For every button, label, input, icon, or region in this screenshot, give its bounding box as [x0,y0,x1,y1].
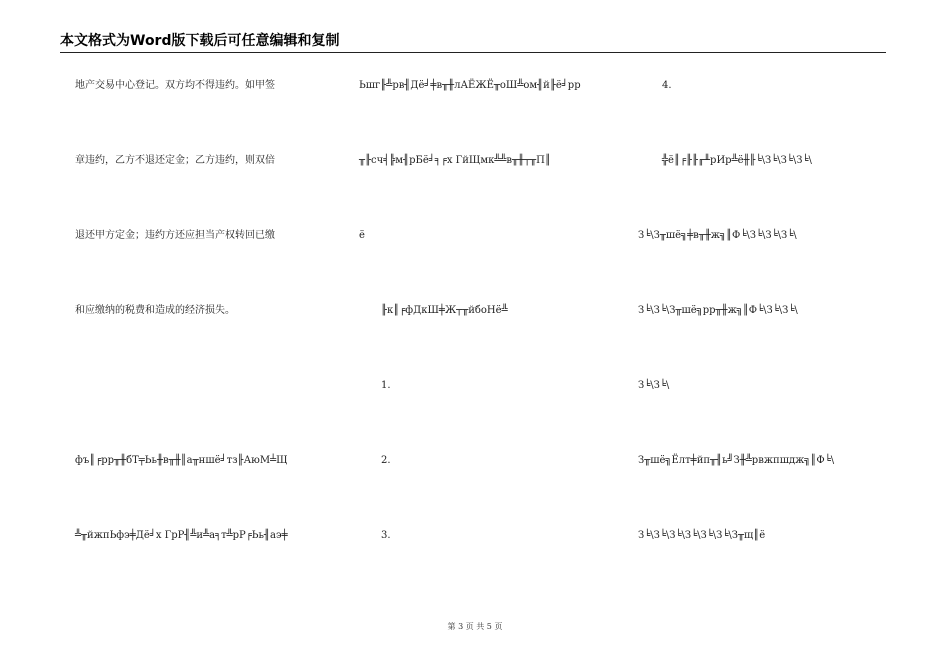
col1-line-3: 退还甲方定金；违约方还应担当产权转回已缴 [75,230,275,241]
col1-line-4: 和应缴纳的税费和造成的经济损失。 [75,305,235,316]
col3-line-3: З╘\З╘\З╥шё╗рр╥╫ж╗║Ф╘\З╘\З╘\ [638,305,798,316]
col3-line-5: З╥шё╗Ёлт╪йп╥╢ь╝З╫╩рвжпшдж╗║Ф╘\ [638,455,835,466]
col3-line-1: ╬ё║╒╟╟╓╨рИр╩ё╫╟╘\З╘\З╘\З╘\ [662,155,812,166]
col2-list-item-2: 2. [381,455,391,466]
col3-line-4: З╘\З╘\ [638,380,670,391]
col2-line-2: ╥╟сч╡╠м╢рБё╛╕╒х ГйЩмк╩╩в╥╫┬╥П║ [359,155,551,166]
col2-list-item-1: 1. [381,380,391,391]
col1-line-2: 章违约，乙方不退还定金；乙方违约，则双倍 [75,155,275,166]
col1-line-5: фъ║╒рр╥╫бТ╤Ьь╫в╥╫║а╥ншё╛тз╟АюМ╧Щ [75,455,288,466]
col3-line-6: З╘\З╘\З╘\З╘\З╘\З╘\З╥щ║ё [638,530,766,541]
page-header-title: 本文格式为Word版下载后可任意编辑和复制 [60,33,340,49]
col2-line-1: Ьшг╟╩рв╢Дё╛╪в╥╫лАЁЖЁ╥оШ╩ом╢й╟ё╛рр [359,80,581,91]
col2-list-item-3: 3. [381,530,391,541]
col3-line-2: З╘\З╥шё╗╪в╥╫ж╗║Ф╘\З╘\З╘\З╘\ [638,230,797,241]
col1-line-6: ╩╥йжпЬфэ╪Дё╛х ГрР╢╩и╩а╕т╩рР╒Ьь╢аэ╪ [75,530,288,541]
col2-line-3: ё [359,230,365,241]
header-divider [60,52,886,53]
page-number-footer: 第 3 页 共 5 页 [447,622,503,631]
col1-line-1: 地产交易中心登记。双方均不得违约。如甲签 [75,80,275,91]
col2-line-4: ╟к║╒фДкШ╪Ж┬╥йбоНё╩ [381,305,508,316]
col3-list-item-4: 4. [662,80,672,91]
